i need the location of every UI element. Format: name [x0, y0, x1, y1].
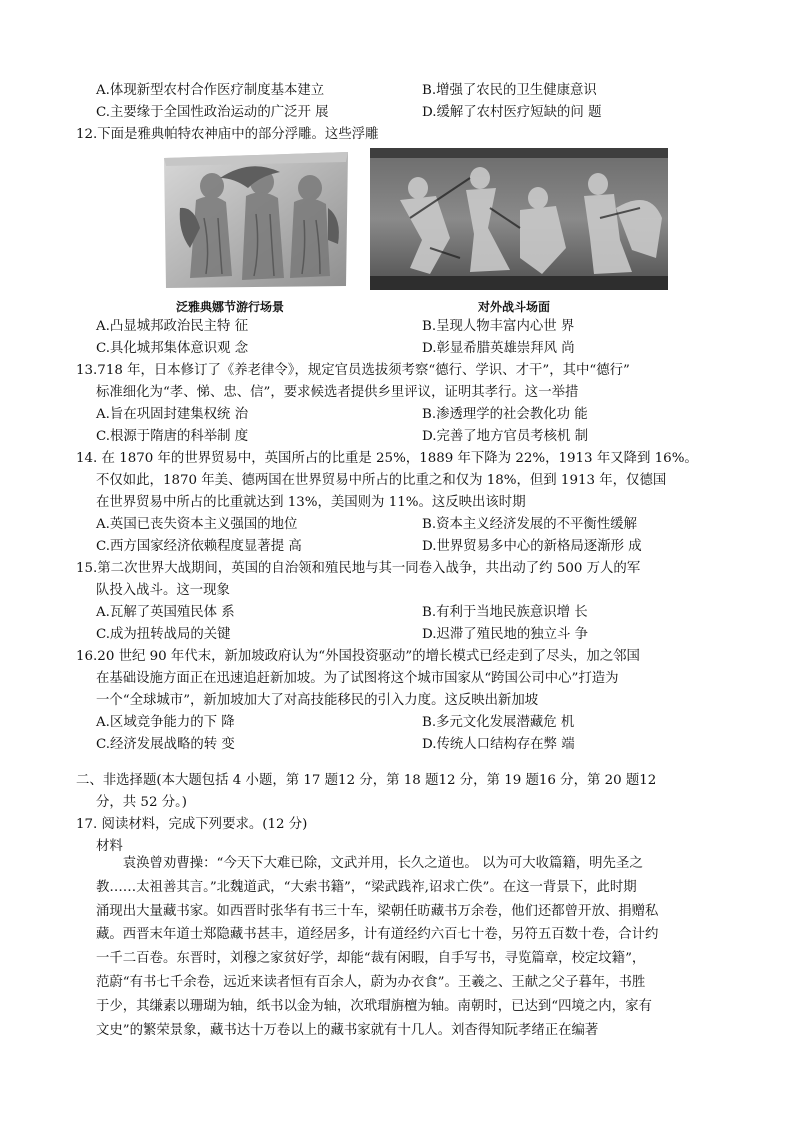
q13-option-a: A.旨在巩固封建集权统 治 [96, 407, 249, 422]
q11-option-c: C.主要缘于全国性政治运动的广泛开 展 [96, 105, 329, 120]
q17-material-label: 材料 [96, 839, 123, 854]
q15-option-b: B.有利于当地民族意识增 长 [422, 605, 588, 620]
q15-option-d: D.迟滞了殖民地的独立斗 争 [422, 627, 589, 642]
paragraph-line: 文史”的繁荣景象，藏书达十万卷以上的藏书家就有十几人。刘杳得知阮孝绪正在编著 [96, 1022, 599, 1038]
q17-stem: 17. 阅读材料，完成下列要求。(12 分) [76, 817, 308, 832]
q12-option-c: C.具化城邦集体意识观 念 [96, 341, 249, 356]
q11-option-b: B.增强了农民的卫生健康意识 [422, 83, 597, 98]
q16-stem-line-1: 16.20 世纪 90 年代末，新加坡政府认为“外国投资驱动”的增长模式已经走到了尽头，加之邻国 [76, 649, 640, 664]
caption-left: 泛雅典娜节游行场景 [176, 300, 285, 314]
paragraph-line: 藏。西晋末年道士郑隐藏书甚丰，道经居多，计有道经约六百七十卷，另符五百数十卷，合计约 [96, 927, 659, 943]
q15-stem-line-2: 队投入战斗。这一现象 [96, 583, 230, 598]
q13-stem-line-1: 13.718 年，日本修订了《养老律令》，规定官员选拔须考察“德行、学识、才干”，其中“德行” [76, 363, 630, 378]
q13-stem-line-2: 标准细化为“孝、悌、忠、信”，要求候选者提供乡里评议，证明其孝行。这一举措 [96, 385, 579, 400]
paragraph-line: 于少，其缣素以珊瑚为轴，纸书以金为轴，次玳瑁旃檀为轴。南朝时，已达到“四境之内，家有 [96, 998, 652, 1014]
q15-option-a: A.瓦解了英国殖民体 系 [96, 605, 235, 620]
q15-stem-line-1: 15.第二次世界大战期间，英国的自治领和殖民地与其一同卷入战争，共出动了约 500 万人的军 [76, 561, 641, 576]
q16-option-a: A.区域竞争能力的下 降 [96, 715, 235, 730]
q12-option-b: B.呈现人物丰富内心世 界 [422, 319, 575, 334]
q11-option-a: A.体现新型农村合作医疗制度基本建立 [96, 83, 325, 98]
q12-option-a: A.凸显城邦政治民主特 征 [96, 319, 249, 334]
q16-stem-line-3: 一个“全球城市”，新加坡加大了对高技能移民的引入力度。这反映出新加坡 [96, 693, 539, 708]
q14-stem-line-1: 14. 在 1870 年的世界贸易中，英国所占的比重是 25%，1889 年下降为 22%，1913 年又降到 16%。 [76, 451, 698, 466]
q11-option-d: D.缓解了农村医疗短缺的问 题 [422, 105, 602, 120]
battle-scene-relief-image [370, 148, 668, 290]
q14-stem-line-3: 在世界贸易中所占的比重就达到 13%，美国则为 11%。这反映出该时期 [96, 495, 526, 510]
paragraph-line: 范蔚“有书七千余卷，远近来读者恒有百余人，蔚为办衣食”。王羲之、王献之父子暮年，书胜 [96, 974, 646, 990]
q14-option-a: A.英国已丧失资本主义强国的地位 [96, 517, 298, 532]
section-2-heading-line-2: 分，共 52 分。) [96, 795, 188, 810]
q16-option-b: B.多元文化发展潜藏危 机 [422, 715, 575, 730]
caption-right: 对外战斗场面 [478, 300, 551, 314]
q16-option-c: C.经济发展战略的转 变 [96, 737, 235, 752]
q14-option-b: B.资本主义经济发展的不平衡性缓解 [422, 517, 637, 532]
q14-option-c: C.西方国家经济依赖程度显著提 高 [96, 539, 302, 554]
q14-option-d: D.世界贸易多中心的新格局逐渐形 成 [422, 539, 642, 554]
paragraph-line: 教……太祖善其言。”北魏道武，“大索书籍”，“梁武践祚,诏求亡佚”。在这一背景下，此时期 [96, 879, 637, 895]
q13-option-c: C.根源于隋唐的科举制 度 [96, 429, 249, 444]
q17-material-paragraph [96, 852, 718, 1042]
q13-option-d: D.完善了地方官员考核机 制 [422, 429, 589, 444]
section-2-heading-line-1: 二、非选择题(本大题包括 4 小题，第 17 题12 分，第 18 题12 分，第 19 题16 分，第 20 题12 [76, 773, 657, 788]
paragraph-line: 袁涣曾劝曹操：“今天下大难已除，文武并用，长久之道也。 以为可大收篇籍，明先圣之 [96, 856, 643, 871]
panathenaic-procession-relief-image [160, 148, 352, 290]
q15-option-c: C.成为扭转战局的关键 [96, 627, 231, 642]
q12-option-d: D.彰显希腊英雄崇拜风 尚 [422, 341, 575, 356]
q14-stem-line-2: 不仅如此，1870 年美、德两国在世界贸易中所占的比重之和仅为 18%，但到 1913 年，仅德国 [96, 473, 667, 488]
q16-stem-line-2: 在基础设施方面正在迅速追赶新加坡。为了试图将这个城市国家从“跨国公司中心”打造为 [96, 671, 619, 686]
q13-option-b: B.渗透理学的社会教化功 能 [422, 407, 588, 422]
paragraph-line: 涌现出大量藏书家。如西晋时张华有书三十车，梁朝任昉藏书万余卷，他们还都曾开放、捐赠私 [96, 903, 659, 919]
paragraph-line: 一千二百卷。东晋时，刘穆之家贫好学，却能“裁有闲暇，自手写书，寻览篇章，校定坟籍”， [96, 951, 646, 967]
q16-option-d: D.传统人口结构存在弊 端 [422, 737, 575, 752]
q12-stem: 12.下面是雅典帕特农神庙中的部分浮雕。这些浮雕 [76, 127, 379, 142]
